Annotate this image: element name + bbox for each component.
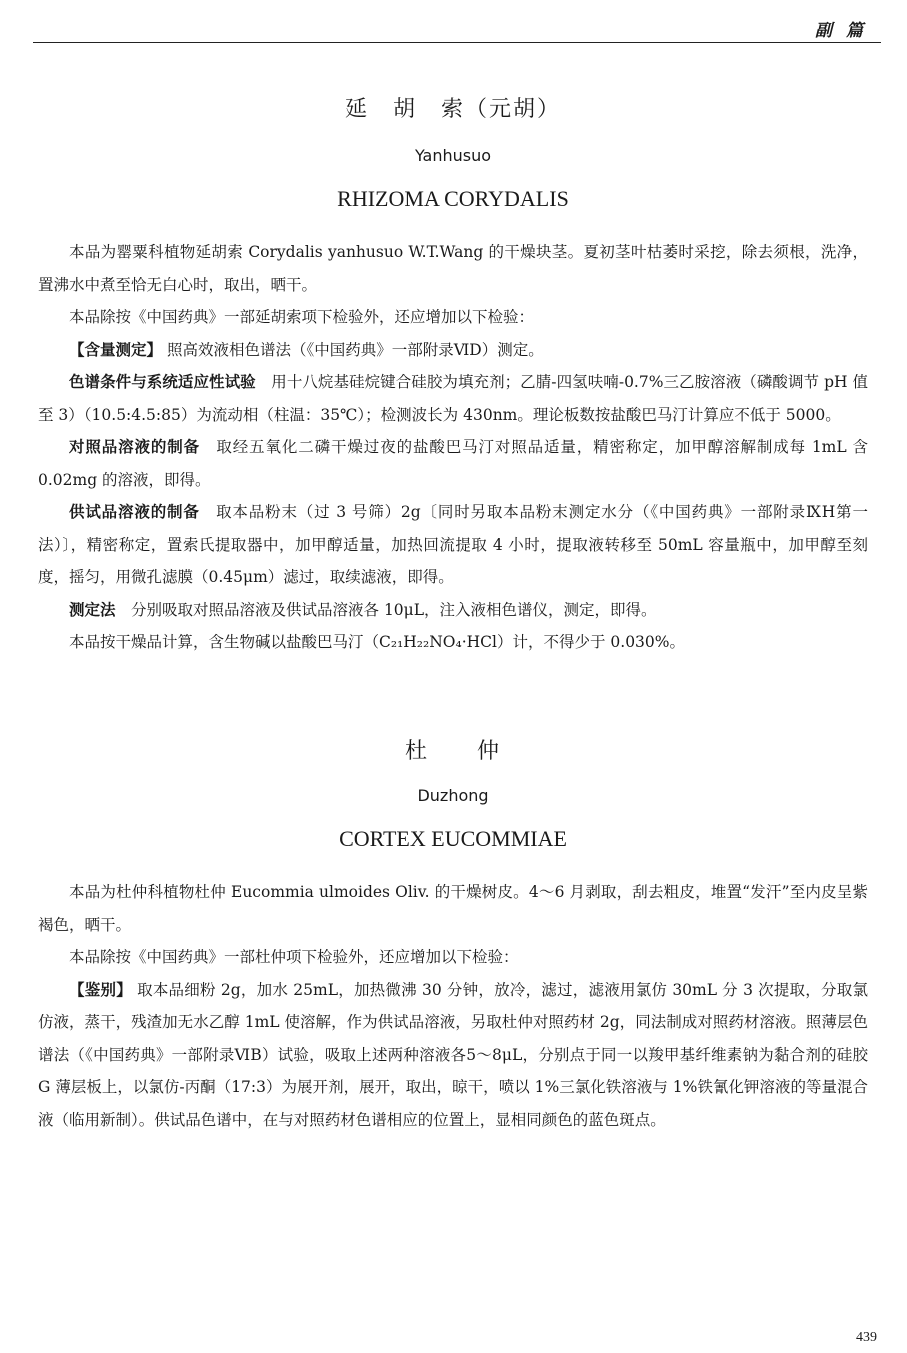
running-header xyxy=(33,10,881,43)
paragraph-text: 本品除按《中国药典》一部杜仲项下检验外，还应增加以下检验： xyxy=(69,948,519,966)
paragraph xyxy=(38,431,868,496)
paragraph-text: 照高效液相色谱法（《中国药典》一部附录ⅥD）测定。 xyxy=(162,340,544,359)
section1-title-latin: RHIZOMA CORYDALIS xyxy=(337,186,569,211)
section2-title-latin: CORTEX EUCOMMIAE xyxy=(339,826,567,851)
paragraph-lead: 对照品溶液的制备 xyxy=(69,437,201,456)
paragraph xyxy=(38,876,868,941)
paragraph xyxy=(38,301,868,334)
section2-body xyxy=(38,876,868,1136)
paragraph-lead: 【含量测定】 xyxy=(69,339,163,359)
paragraph xyxy=(38,941,868,974)
paragraph xyxy=(38,236,868,301)
paragraph-text: 本品为杜仲科植物杜仲 Eucommia ulmoides Oliv. 的干燥树皮。4～6 月剥取，刮去粗皮，堆置“发汗”至内皮呈紫褐色，晒干。 xyxy=(38,883,868,934)
paragraph-lead: 色谱条件与系统适应性试验 xyxy=(69,372,256,391)
section1-body xyxy=(38,236,868,659)
page-number: 439 xyxy=(856,1330,877,1345)
paragraph xyxy=(38,594,868,627)
paragraph-text: 本品按干燥品计算，含生物碱以盐酸巴马汀（C₂₁H₂₂NO₄·HCl）计，不得少于 0.030%。 xyxy=(69,633,686,651)
paragraph xyxy=(38,334,868,367)
paragraph xyxy=(38,366,868,431)
paragraph xyxy=(38,974,868,1137)
paragraph-text: 取本品粉末（过 3 号筛）2g〔同时另取本品粉末测定水分（《中国药典》一部附录ⅨH第一法）〕，精密称定，置索氏提取器中，加甲醇适量，加热回流提取 4 小时，提取液转移至 50mL 容量瓶中，加甲醇至刻度，摇匀，用微孔滤膜（0.45μm）滤过，取续滤液，即得。 xyxy=(38,503,868,586)
paragraph-text: 取本品细粉 2g，加水 25mL，加热微沸 30 分钟，放冷，滤过，滤液用氯仿 30mL 分 3 次提取，分取氯仿液，蒸干，残渣加无水乙醇 1mL 使溶解，作为供试品溶液，另取杜仲对照药材 2g，同法制成对照药材溶液。照薄层色谱法（《中国药典》一部附录ⅥB）试验，吸取上述两种溶液各5～8μL，分别点于同一以羧甲基纤维素钠为黏合剂的硅胶 G 薄层板上，以氯仿-丙酮（17:3）为展开剂，展开，取出，晾干，喷以 1%三氯化铁溶液与 1%铁氰化钾溶液的等量混合液（临用新制）。供试品色谱中，在与对照药材色谱相应的位置上，显相同颜色的蓝色斑点。 xyxy=(38,980,868,1129)
section2-title-pinyin: Duzhong xyxy=(417,786,489,805)
paragraph xyxy=(38,496,868,594)
running-header-label: 副篇 xyxy=(815,21,877,41)
paragraph-lead: 【鉴别】 xyxy=(69,979,132,999)
section2-title-chinese: 杜 仲 xyxy=(404,739,501,764)
paragraph-text: 本品为罂粟科植物延胡索 Corydalis yanhusuo W.T.Wang 的干燥块茎。夏初茎叶枯萎时采挖，除去须根，洗净，置沸水中煮至恰无白心时，取出，晒干。 xyxy=(38,243,868,294)
section1-title-pinyin: Yanhusuo xyxy=(414,146,492,165)
paragraph-text: 用十八烷基硅烷键合硅胶为填充剂；乙腈-四氢呋喃-0.7%三乙胺溶液（磷酸调节 pH 值至 3）（10.5:4.5:85）为流动相（柱温：35℃）；检测波长为 430nm。理论板数按盐酸巴马汀计算应不低于 5000。 xyxy=(38,373,868,424)
paragraph-lead: 测定法 xyxy=(69,599,116,619)
paragraph-text: 取经五氧化二磷干燥过夜的盐酸巴马汀对照品适量，精密称定，加甲醇溶解制成每 1mL 含 0.02mg 的溶液，即得。 xyxy=(38,438,868,489)
paragraph-lead: 供试品溶液的制备 xyxy=(69,502,200,521)
paragraph xyxy=(38,626,868,659)
paragraph-text: 分别吸取对照品溶液及供试品溶液各 10μL，注入液相色谱仪，测定，即得。 xyxy=(115,600,657,619)
section1-title-chinese: 延 胡 索（元胡） xyxy=(344,97,561,122)
paragraph-text: 本品除按《中国药典》一部延胡索项下检验外，还应增加以下检验： xyxy=(69,308,535,326)
